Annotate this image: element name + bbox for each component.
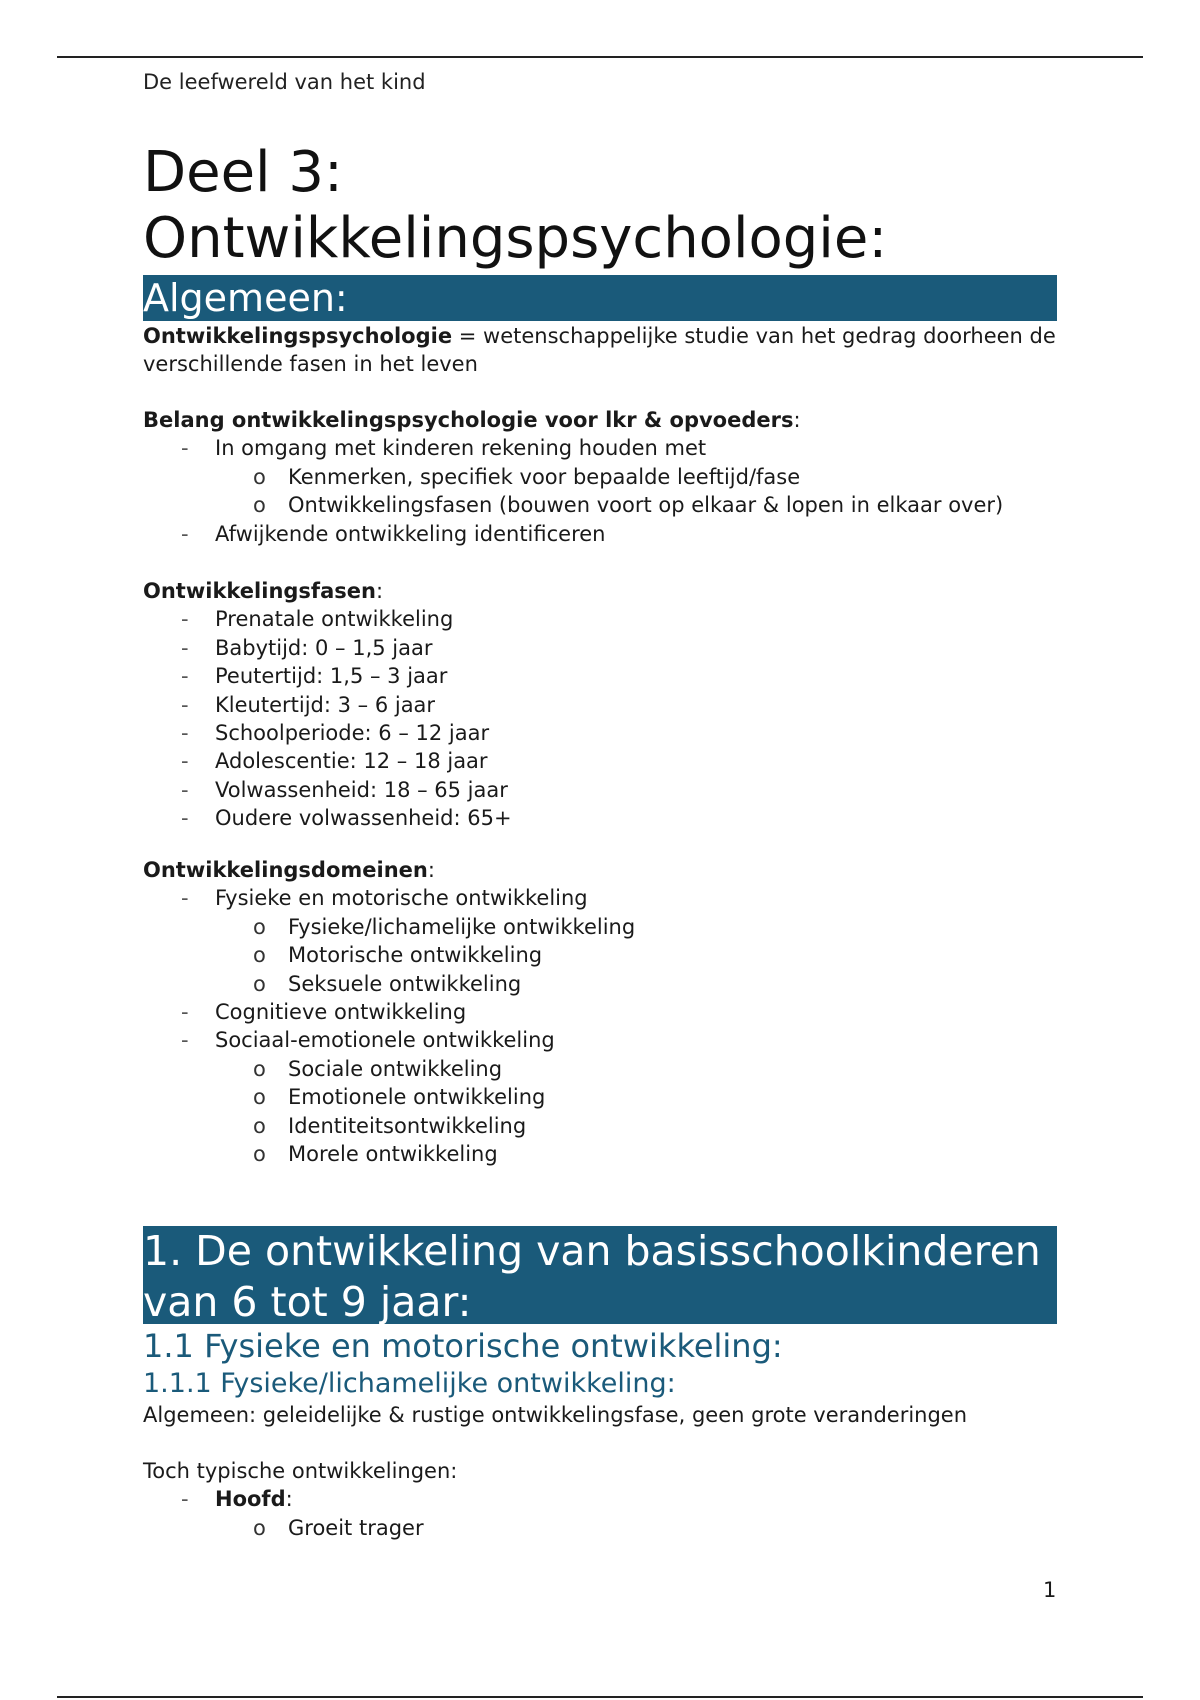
domeinen-section [143,856,1057,1168]
dash-bullet-icon: - [181,607,189,632]
fasen-section [143,577,1057,833]
top-rule [57,56,1143,58]
domeinen-heading [143,856,1057,884]
list-item [143,776,1057,804]
list-item [143,520,1057,548]
chapter-heading [143,1226,1057,1324]
hoofd-colon: : [285,1487,293,1512]
list-item-text: Sociaal-emotionele ontwikkeling [215,1028,555,1053]
list-item-text: Volwassenheid: 18 – 65 jaar [215,777,508,802]
sub-list-item [143,1514,1057,1542]
circle-bullet-icon: o [253,1142,266,1167]
dash-bullet-icon: - [181,721,189,746]
sub-list-item-text: Motorische ontwikkeling [288,943,543,968]
circle-bullet-icon: o [253,1515,266,1540]
sub-list-item [143,1140,1057,1168]
list-item-text: Afwijkende ontwikkeling identificeren [215,521,606,546]
dash-bullet-icon: - [181,749,189,774]
list-item-text: Adolescentie: 12 – 18 jaar [215,749,488,774]
dash-bullet-icon: - [181,886,189,911]
section-heading-1-1: 1.1 Fysieke en motorische ontwikkeling: [143,1327,783,1365]
list-item [143,1485,1057,1513]
sub-list-item [143,1083,1057,1111]
list-item [143,691,1057,719]
circle-bullet-icon: o [253,1085,266,1110]
circle-bullet-icon: o [253,464,266,489]
sub-list-item-text: Ontwikkelingsfasen (bouwen voort op elkaar & lopen in elkaar over) [288,493,1004,518]
belang-section [143,406,1057,548]
dash-bullet-icon: - [181,1000,189,1025]
list-item [143,662,1057,690]
title-line-2: Ontwikkelingspsychologie: [143,206,888,271]
sub-list-item [143,491,1057,519]
sub-list-item [143,941,1057,969]
hoofd-label: Hoofd [215,1487,286,1512]
running-header: De leefwereld van het kind [143,70,426,94]
fasen-heading-text: Ontwikkelingsfasen [143,579,376,603]
list-item [143,634,1057,662]
bottom-rule [57,1696,1143,1698]
fasen-heading [143,577,1057,605]
sub-list-item-text: Groeit trager [288,1515,424,1540]
list-item-text: Kleutertijd: 3 – 6 jaar [215,692,436,717]
circle-bullet-icon: o [253,493,266,518]
list-item-text: Schoolperiode: 6 – 12 jaar [215,721,490,746]
dash-bullet-icon: - [181,635,189,660]
dash-bullet-icon: - [181,521,189,546]
toch-paragraph: Toch typische ontwikkelingen: [143,1459,458,1483]
section-heading-algemeen: Algemeen: [143,275,1057,321]
list-item [143,1026,1057,1054]
dash-bullet-icon: - [181,664,189,689]
sub-list-item [143,1055,1057,1083]
list-item-text: Prenatale ontwikkeling [215,607,454,632]
sub-list-item-text: Fysieke/lichamelijke ontwikkeling [288,914,636,939]
list-item [143,804,1057,832]
sub-list-item-text: Kenmerken, specifiek voor bepaalde leeftijd/fase [288,464,801,489]
chapter-heading-line-2: van 6 tot 9 jaar: [143,1278,472,1326]
sub-list-item-text: Sociale ontwikkeling [288,1056,503,1081]
list-item [143,605,1057,633]
list-item [143,434,1057,462]
definition-paragraph [143,322,1057,379]
sub-list-item-text: Seksuele ontwikkeling [288,971,522,996]
sub-list-item [143,970,1057,998]
list-item-text: Babytijd: 0 – 1,5 jaar [215,635,433,660]
document-title [143,140,887,272]
dash-bullet-icon: - [181,806,189,831]
circle-bullet-icon: o [253,1056,266,1081]
list-item-text: Peutertijd: 1,5 – 3 jaar [215,664,448,689]
list-item-text: In omgang met kinderen rekening houden met [215,436,707,461]
dash-bullet-icon: - [181,777,189,802]
circle-bullet-icon: o [253,943,266,968]
sub-list-item [143,463,1057,491]
algemeen-paragraph: Algemeen: geleidelijke & rustige ontwikkelingsfase, geen grote veranderingen [143,1403,968,1427]
sub-list-item [143,913,1057,941]
definition-text: = wetenschappelijke studie van het gedrag doorheen de verschillende fasen in het leven [143,324,1056,377]
fasen-colon: : [375,579,384,603]
dash-bullet-icon: - [181,436,189,461]
list-item [143,998,1057,1026]
dash-bullet-icon: - [181,692,189,717]
page-number: 1 [1043,1578,1057,1602]
list-item-text: Fysieke en motorische ontwikkeling [215,886,588,911]
list-item-text: Oudere volwassenheid: 65+ [215,806,512,831]
chapter-heading-line-1: 1. De ontwikkeling van basisschoolkinderen [143,1227,1041,1275]
list-item [143,884,1057,912]
typische-section [143,1457,1057,1542]
circle-bullet-icon: o [253,1113,266,1138]
sub-list-item-text: Identiteitsontwikkeling [288,1113,527,1138]
sub-list-item [143,1112,1057,1140]
domeinen-heading-text: Ontwikkelingsdomeinen [143,858,428,882]
belang-heading-text: Belang ontwikkelingspsychologie voor lkr & opvoeders [143,408,794,432]
domeinen-colon: : [427,858,435,882]
list-item [143,747,1057,775]
definition-term: Ontwikkelingspsychologie [143,324,453,348]
sub-list-item-text: Morele ontwikkeling [288,1142,498,1167]
list-item-text: Cognitieve ontwikkeling [215,1000,467,1025]
dash-bullet-icon: - [181,1487,189,1512]
dash-bullet-icon: - [181,1028,189,1053]
section-heading-1-1-1: 1.1.1 Fysieke/lichamelijke ontwikkeling: [143,1368,676,1399]
title-line-1: Deel 3: [143,140,343,205]
circle-bullet-icon: o [253,914,266,939]
circle-bullet-icon: o [253,971,266,996]
belang-heading [143,406,1057,434]
list-item [143,719,1057,747]
belang-colon: : [793,408,801,432]
sub-list-item-text: Emotionele ontwikkeling [288,1085,546,1110]
